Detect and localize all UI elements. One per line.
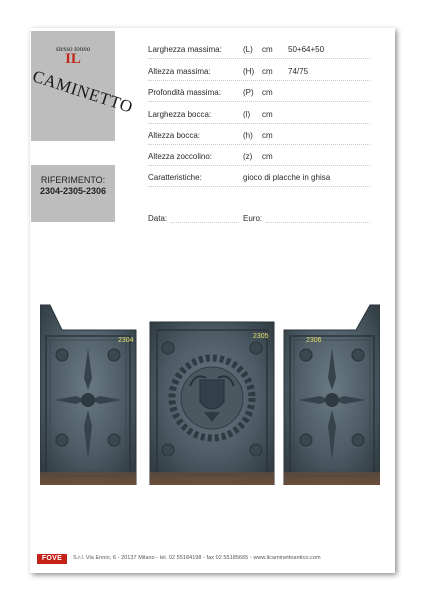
reference-box — [31, 165, 115, 222]
panel-number-label: 2305 — [253, 333, 269, 340]
spec-divider — [148, 101, 370, 102]
spec-label: Profondità massima: — [148, 88, 221, 97]
spec-code: (z) — [243, 152, 253, 161]
fireback-panel-2304 — [40, 305, 136, 485]
panel-number-label: 2306 — [306, 337, 322, 344]
spec-code: (l) — [243, 110, 251, 119]
spec-unit: cm — [262, 152, 273, 161]
spec-value: 50+64+50 — [288, 45, 325, 54]
date-field-line — [171, 222, 239, 223]
footer-contact-text: S.r.l. Via Ennio, 6 - 20137 Milano - tel. 02 55184198 - fax 02 55185665 - www.ilcaminettoantico.com — [73, 555, 321, 561]
spec-label: Altezza massima: — [148, 67, 211, 76]
spec-label: Larghezza massima: — [148, 45, 222, 54]
spec-divider — [148, 80, 370, 81]
brand-logo — [30, 31, 136, 141]
spec-code: (L) — [243, 45, 253, 54]
logo-article: IL — [65, 51, 81, 67]
spec-value: 74/75 — [288, 67, 309, 76]
spec-unit: cm — [262, 67, 273, 76]
spec-divider — [148, 58, 370, 59]
spec-divider — [148, 144, 370, 145]
spec-divider — [148, 165, 370, 166]
spec-code: (P) — [243, 88, 254, 97]
spec-code: (h) — [243, 131, 253, 140]
spec-unit: cm — [262, 110, 273, 119]
price-field-line — [266, 222, 370, 223]
characteristics-label: Caratteristiche: — [148, 173, 202, 182]
spec-label: Altezza bocca: — [148, 131, 201, 140]
spec-label: Larghezza bocca: — [148, 110, 212, 119]
characteristics-value: gioco di placche in ghisa — [243, 173, 331, 182]
spec-unit: cm — [262, 88, 273, 97]
spec-divider — [148, 123, 370, 124]
reference-value: 2304-2305-2306 — [39, 186, 107, 196]
price-label: Euro: — [243, 214, 263, 223]
fireback-panel-2305 — [150, 322, 274, 485]
panel-number-label: 2304 — [118, 337, 134, 344]
spec-code: (H) — [243, 67, 255, 76]
spec-label: Altezza zoccolino: — [148, 152, 213, 161]
logo-name: CAMINETTO — [30, 66, 136, 117]
spec-unit: cm — [262, 45, 273, 54]
fireback-photo — [40, 300, 380, 485]
reference-label: RIFERIMENTO: — [40, 175, 106, 185]
logo-tagline: stesso tonno — [55, 45, 91, 53]
spec-unit: cm — [262, 131, 273, 140]
fireback-panel-2306 — [284, 305, 380, 485]
footer-brand-badge: FOVE — [37, 554, 67, 564]
date-label: Data: — [148, 214, 168, 223]
spec-divider — [148, 186, 370, 187]
